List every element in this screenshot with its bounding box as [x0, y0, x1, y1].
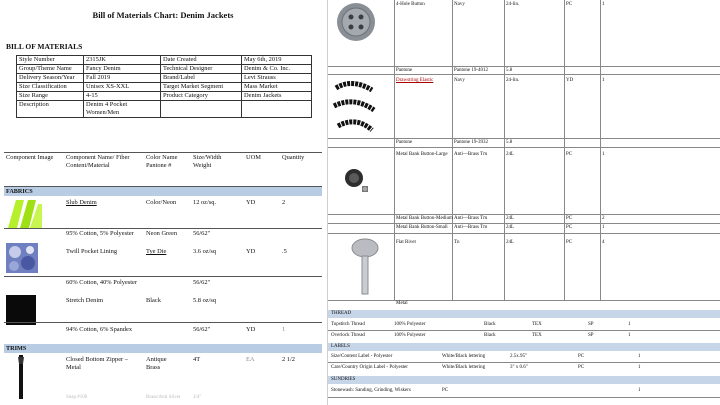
fabric-name: Twill Pocket Lining — [66, 248, 118, 255]
col-header-color: Color Name Pantone # — [146, 154, 178, 169]
column-line — [564, 0, 565, 300]
divider — [328, 362, 720, 363]
pantone-label: Pantone — [396, 140, 413, 145]
trim-name: Metal — [396, 301, 408, 306]
column-line — [394, 0, 395, 300]
style-info-table — [16, 55, 312, 118]
trim-name: Closed Bottom Zipper – Metal — [66, 356, 128, 371]
trim-uom: PC — [566, 240, 573, 245]
trim-color: Navy — [454, 2, 465, 7]
divider — [328, 300, 720, 301]
col-header-qty: Quantity — [282, 154, 305, 161]
trim-color: Anti—Brass Tm — [454, 225, 488, 230]
divider — [4, 152, 322, 153]
meta-value: Fall 2019 — [84, 74, 161, 83]
meta-value: Denim 4 Pocket Women/Men — [84, 101, 161, 118]
sundry-qty: 1 — [638, 388, 641, 393]
pantone-label: Pantone — [396, 68, 413, 73]
label-uom: PC — [578, 354, 585, 359]
label-name: Size/Content Label - Polyester — [331, 354, 393, 359]
fabric-size: 5.8 oz/sq — [193, 297, 217, 304]
section-heading: BILL OF MATERIALS — [6, 42, 83, 51]
trim-size: 24L — [506, 225, 515, 230]
column-line — [504, 0, 505, 300]
faded-footer-text: 3/4" — [193, 395, 202, 400]
trim-size: 24-lin. — [506, 78, 520, 83]
fabric-color: Black — [146, 297, 161, 304]
document-title: Bill of Materials Chart: Denim Jackets — [92, 10, 234, 20]
table-row — [17, 92, 312, 101]
meta-label: Brand/Label — [161, 74, 242, 83]
meta-label: Size Classification — [17, 83, 84, 92]
table-row — [17, 101, 312, 118]
divider — [4, 276, 322, 277]
fabric-fiber: 60% Cotton, 40% Polyester — [66, 279, 138, 286]
meta-value: May 6th, 2019 — [242, 56, 312, 65]
meta-label: Size Range — [17, 92, 84, 101]
fabric-qty: 1 — [282, 326, 286, 333]
pantone-size: 5.8 — [506, 68, 513, 73]
col-header-uom: UOM — [246, 154, 261, 161]
table-row — [17, 65, 312, 74]
trim-uom: PC — [566, 216, 573, 221]
trim-name: Metal Bank Button-Large — [396, 152, 448, 157]
table-row — [17, 74, 312, 83]
meta-value — [242, 101, 312, 118]
trim-uom: PC — [566, 152, 573, 157]
trim-size: 24-lin. — [506, 2, 520, 7]
thread-size: TEX — [532, 333, 542, 338]
labels-band: LABELS — [328, 343, 720, 351]
col-header-name: Component Name/ Fiber Content/Material — [66, 154, 130, 169]
trim-qty: 1 — [602, 152, 605, 157]
table-row — [17, 56, 312, 65]
trim-uom: PC — [566, 225, 573, 230]
label-color: White/Black lettering — [442, 354, 486, 359]
trim-qty: 1 — [602, 2, 605, 7]
label-qty: 1 — [638, 365, 641, 370]
meta-value: Unisex XS-XXL — [84, 83, 161, 92]
trim-size: 24L — [506, 152, 515, 157]
fabric-size: 56/62" — [193, 326, 211, 333]
divider — [328, 74, 720, 75]
fabric-size: 3.6 oz/sq — [193, 248, 217, 255]
label-size: 2.5x.95" — [510, 354, 528, 359]
trim-name: Flat Rivet — [396, 240, 416, 245]
thread-qty: 1 — [628, 333, 631, 338]
trim-color: Navy — [454, 78, 465, 83]
trim-uom: EA — [246, 356, 255, 363]
thread-fiber: 100% Polyester — [394, 333, 426, 338]
flat-rivet-image — [350, 238, 380, 298]
fabric-qty: .5 — [282, 248, 287, 255]
fabric-qty: 2 — [282, 199, 286, 206]
fabric-color: Neon Green — [146, 230, 178, 237]
divider — [328, 147, 720, 148]
divider — [328, 330, 720, 331]
divider — [328, 66, 720, 67]
divider — [4, 228, 322, 229]
label-name: Care/Country Origin Label - Polyester — [331, 365, 408, 370]
neon-denim-swatch — [6, 198, 42, 228]
col-header-image: Component Image — [6, 154, 54, 161]
trim-qty: 4 — [602, 240, 605, 245]
thread-name: Overlock Thread — [331, 333, 365, 338]
divider — [328, 223, 720, 224]
meta-label: Group/Theme Name — [17, 65, 84, 74]
label-color: White/Black lettering — [442, 365, 486, 370]
meta-label: Product Category — [161, 92, 242, 101]
meta-label: Description — [17, 101, 84, 118]
thread-qty: 1 — [628, 322, 631, 327]
divider — [328, 233, 720, 234]
bom-page-left — [0, 0, 326, 405]
fabric-uom: YD — [246, 199, 256, 206]
trim-qty: 2 — [602, 216, 605, 221]
trim-size: 24L — [506, 216, 515, 221]
trim-name: Drawstring Elastic — [396, 78, 434, 83]
table-row — [17, 83, 312, 92]
black-denim-swatch — [6, 295, 36, 325]
label-size: 3" x 0.6" — [510, 365, 528, 370]
divider — [328, 397, 720, 398]
meta-label: Technical Designer — [161, 65, 242, 74]
col-header-size: Size/Width Weight — [193, 154, 222, 169]
fabric-color: Color/Neon — [146, 199, 177, 206]
thread-fiber: 100% Polyester — [394, 322, 426, 327]
meta-label: Style Number — [17, 56, 84, 65]
tie-dye-swatch — [6, 243, 38, 273]
meta-value: 2315JK — [84, 56, 161, 65]
meta-value: Fancy Denim — [84, 65, 161, 74]
label-qty: 1 — [638, 354, 641, 359]
zipper-image — [14, 355, 28, 399]
thread-color: Black — [484, 322, 496, 327]
faded-footer-text: Brass/Anti Silver — [146, 395, 181, 400]
meta-label: Delivery Season/Year — [17, 74, 84, 83]
sundry-name: Stonewash: Sanding, Grinding, Wiskers — [331, 388, 411, 393]
trim-color: Anti—Brass Tm — [454, 216, 488, 221]
trims-band: TRIMS — [4, 344, 322, 353]
fabric-size: 12 oz/sq. — [193, 199, 217, 206]
fabrics-band: FABRICS — [4, 187, 322, 196]
meta-value: Denim & Co. Inc. — [242, 65, 312, 74]
meta-value: 4-15 — [84, 92, 161, 101]
thread-uom: SP — [588, 322, 594, 327]
thread-band: THREAD — [328, 310, 720, 318]
trim-uom: PC — [566, 2, 573, 7]
label-uom: PC — [578, 365, 585, 370]
thread-uom: SP — [588, 333, 594, 338]
thread-color: Black — [484, 333, 496, 338]
fabric-fiber: 95% Cotton, 5% Polyester — [66, 230, 134, 237]
meta-value: Mass Market — [242, 83, 312, 92]
trim-size: 24L — [506, 240, 515, 245]
trim-name: Metal Bank Button-Medium — [396, 216, 453, 221]
trim-qty: 1 — [602, 225, 605, 230]
trim-qty: 1 — [602, 78, 605, 83]
fabric-uom: YD — [246, 248, 256, 255]
column-line — [600, 0, 601, 300]
sundry-uom: PC — [442, 388, 449, 393]
sundries-band: SUNDRIES — [328, 376, 720, 384]
column-line — [452, 0, 453, 300]
trim-size: 4T — [193, 356, 201, 363]
fabric-color: Tye Die — [146, 248, 167, 255]
fabric-fiber: 94% Cotton, 6% Spandex — [66, 326, 133, 333]
meta-label: Target Market Segment — [161, 83, 242, 92]
meta-value: Levi Strauss — [242, 74, 312, 83]
trim-uom: YD — [566, 78, 574, 83]
metal-bank-button-image — [342, 166, 372, 196]
meta-label: Date Created — [161, 56, 242, 65]
trim-color: Anti—Brass Tm — [454, 152, 488, 157]
faded-footer-text: Snap #106 — [66, 395, 88, 400]
meta-label — [161, 101, 242, 118]
four-hole-button-image — [336, 2, 376, 42]
fabric-name: Stretch Denim — [66, 297, 104, 304]
trim-color: Antique Brass — [146, 356, 167, 371]
trim-color: Tn — [454, 240, 460, 245]
bom-page-right — [327, 0, 720, 405]
pantone-code: Pantone 19-3932 — [454, 140, 489, 145]
pantone-size: 5.8 — [506, 140, 513, 145]
trim-qty: 2 1/2 — [282, 356, 295, 363]
pantone-code: Pantone 19-4012 — [454, 68, 489, 73]
fabric-size: 56/62" — [193, 230, 211, 237]
drawstring-elastic-image — [332, 76, 376, 136]
divider — [328, 138, 720, 139]
thread-name: Topstitch Thread — [331, 322, 365, 327]
divider — [328, 214, 720, 215]
fabric-uom: YD — [246, 326, 256, 333]
trim-name: 4-Hole Button — [396, 2, 425, 7]
meta-value: Denim Jackets — [242, 92, 312, 101]
fabric-name: Slub Denim — [66, 199, 97, 206]
trim-name: Metal Bank Button-Small — [396, 225, 448, 230]
divider — [4, 322, 322, 323]
thread-size: TEX — [532, 322, 542, 327]
fabric-size: 56/62" — [193, 279, 211, 286]
